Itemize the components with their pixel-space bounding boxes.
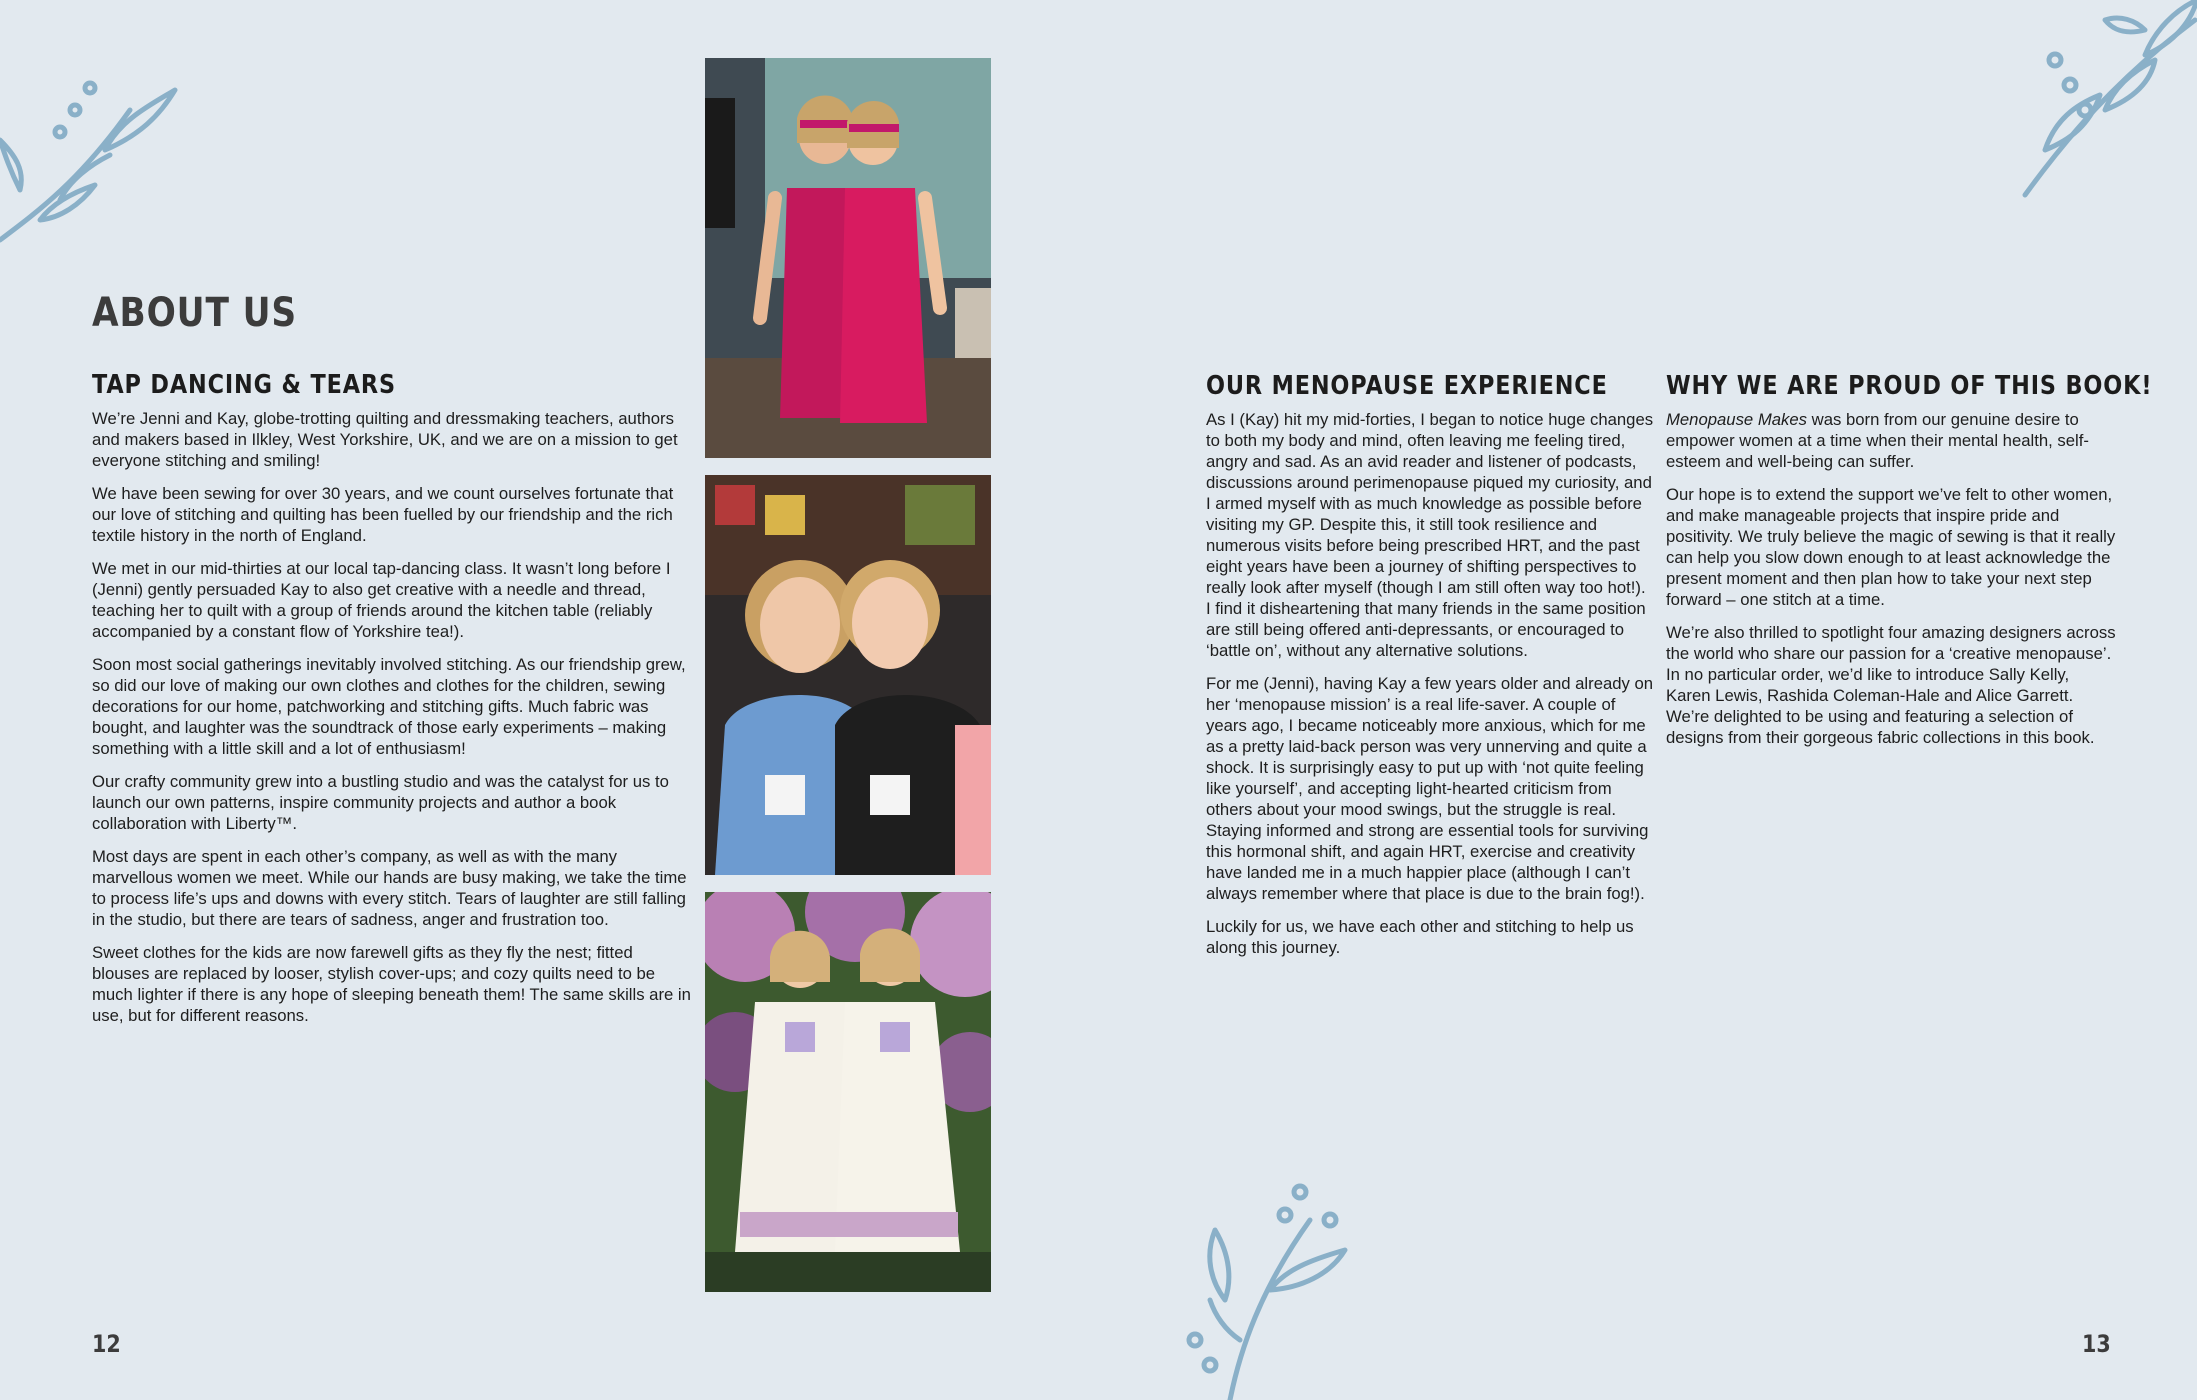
proud-of-book-column — [1666, 371, 2153, 760]
leaf-sprig-top-right-icon — [2005, 0, 2197, 200]
page-number-left: 12 — [92, 1330, 121, 1358]
paragraph: Our hope is to extend the support we’ve felt to other women, and make manageable projects that inspire pride and positivity. We truly believe the magic of sewing is that it really can help you slow down enough to at least acknowledge the present moment and then plan how to take your next step forward – one stitch at a time. — [1666, 485, 2116, 609]
paragraph: We’re Jenni and Kay, globe-trotting quilting and dressmaking teachers, authors and makers based in Ilkley, West Yorkshire, UK, and we are on a mission to get everyone stitching and smiling! — [92, 409, 678, 470]
paragraph: We have been sewing for over 30 years, and we count ourselves fortunate that our love of stitching and quilting has been fuelled by our friendship and the rich textile history in the north of England. — [92, 484, 674, 545]
page-number-right: 13 — [2082, 1330, 2111, 1358]
book-title: Menopause Makes — [1666, 410, 1807, 429]
white-dresses-photo — [705, 892, 991, 1292]
flapper-costume-photo — [705, 58, 991, 458]
leaf-sprig-top-left-icon — [0, 70, 190, 250]
paragraph: Sweet clothes for the kids are now farewell gifts as they fly the nest; fitted blouses are replaced by looser, stylish cover-ups; and cozy quilts need to be much lighter if there is any hope of sleeping beneath them! The same skills are in use, but for different reasons. — [92, 943, 691, 1025]
about-us-column — [92, 370, 692, 1038]
paragraph-text: was born from our genuine desire to empower women at a time when their mental health, self-esteem and well-being can suffer. — [1666, 410, 2089, 471]
quilt-show-photo — [705, 475, 991, 875]
section-title-proud: WHY WE ARE PROUD OF THIS BOOK! — [1666, 371, 2153, 401]
paragraph — [1666, 409, 2116, 472]
section-title-menopause-experience: OUR MENOPAUSE EXPERIENCE — [1206, 371, 1608, 401]
paragraph: Luckily for us, we have each other and stitching to help us along this journey. — [1206, 917, 1634, 957]
paragraph: Soon most social gatherings inevitably involved stitching. As our friendship grew, so did our love of making our own clothes and clothes for the children, sewing decorations for our home, patchworking and stitching gifts. Much fabric was bought, and laughter was the soundtrack of those early experiments – making something with a little skill and a lot of enthusiasm! — [92, 655, 686, 758]
menopause-experience-column — [1206, 371, 1654, 970]
paragraph: For me (Jenni), having Kay a few years older and already on her ‘menopause mission’ is a real life-saver. A couple of years ago, I became noticeably more anxious, which for me as a pretty laid-back person was very unnerving and quite a shock. It is surprisingly easy to put up with ‘not quite feeling like yourself’, and accepting light-hearted criticism from others about your mood swings, but the struggle is real. Staying informed and strong are essential tools for surviving this hormonal shift, and again HRT, exercise and creativity have landed me in a much happier place (although I can’t always remember where that place is due to the brain fog!). — [1206, 674, 1654, 903]
page-title: ABOUT US — [92, 290, 298, 336]
leaf-sprig-bottom-center-icon — [1170, 1180, 1360, 1400]
paragraph: Our crafty community grew into a bustling studio and was the catalyst for us to launch our own patterns, inspire community projects and author a book collaboration with Liberty™. — [92, 772, 669, 833]
paragraph: We met in our mid-thirties at our local tap-dancing class. It wasn’t long before I (Jenni) gently persuaded Kay to also get creative with a needle and thread, teaching her to quilt with a group of friends around the kitchen table (reliably accompanied by a constant flow of Yorkshire tea!). — [92, 559, 671, 641]
paragraph: We’re also thrilled to spotlight four amazing designers across the world who share our passion for a ‘creative menopause’. In no particular order, we’d like to introduce Sally Kelly, Karen Lewis, Rashida Coleman-Hale and Alice Garrett. We’re delighted to be using and featuring a selection of designs from their gorgeous fabric collections in this book. — [1666, 623, 2116, 747]
section-title-tap-dancing: TAP DANCING & TEARS — [92, 370, 396, 400]
paragraph: Most days are spent in each other’s company, as well as with the many marvellous women we meet. While our hands are busy making, we take the time to process life’s ups and downs with every stitch. Tears of laughter are still falling in the studio, but there are tears of sadness, anger and frustration too. — [92, 847, 687, 929]
paragraph: As I (Kay) hit my mid-forties, I began to notice huge changes to both my body and mind, often leaving me feeling tired, angry and sad. As an avid reader and listener of podcasts, discussions around perimenopause piqued my curiosity, and I armed myself with as much knowledge as possible before visiting my GP. Despite this, it still took resilience and numerous visits before being prescribed HRT, and the past eight years have been a journey of shifting perspectives to really look after myself (though I am still often way too hot!). I find it disheartening that many friends in the same position are still being offered anti-depressants, or encouraged to ‘battle on’, without any alternative solutions. — [1206, 410, 1654, 660]
